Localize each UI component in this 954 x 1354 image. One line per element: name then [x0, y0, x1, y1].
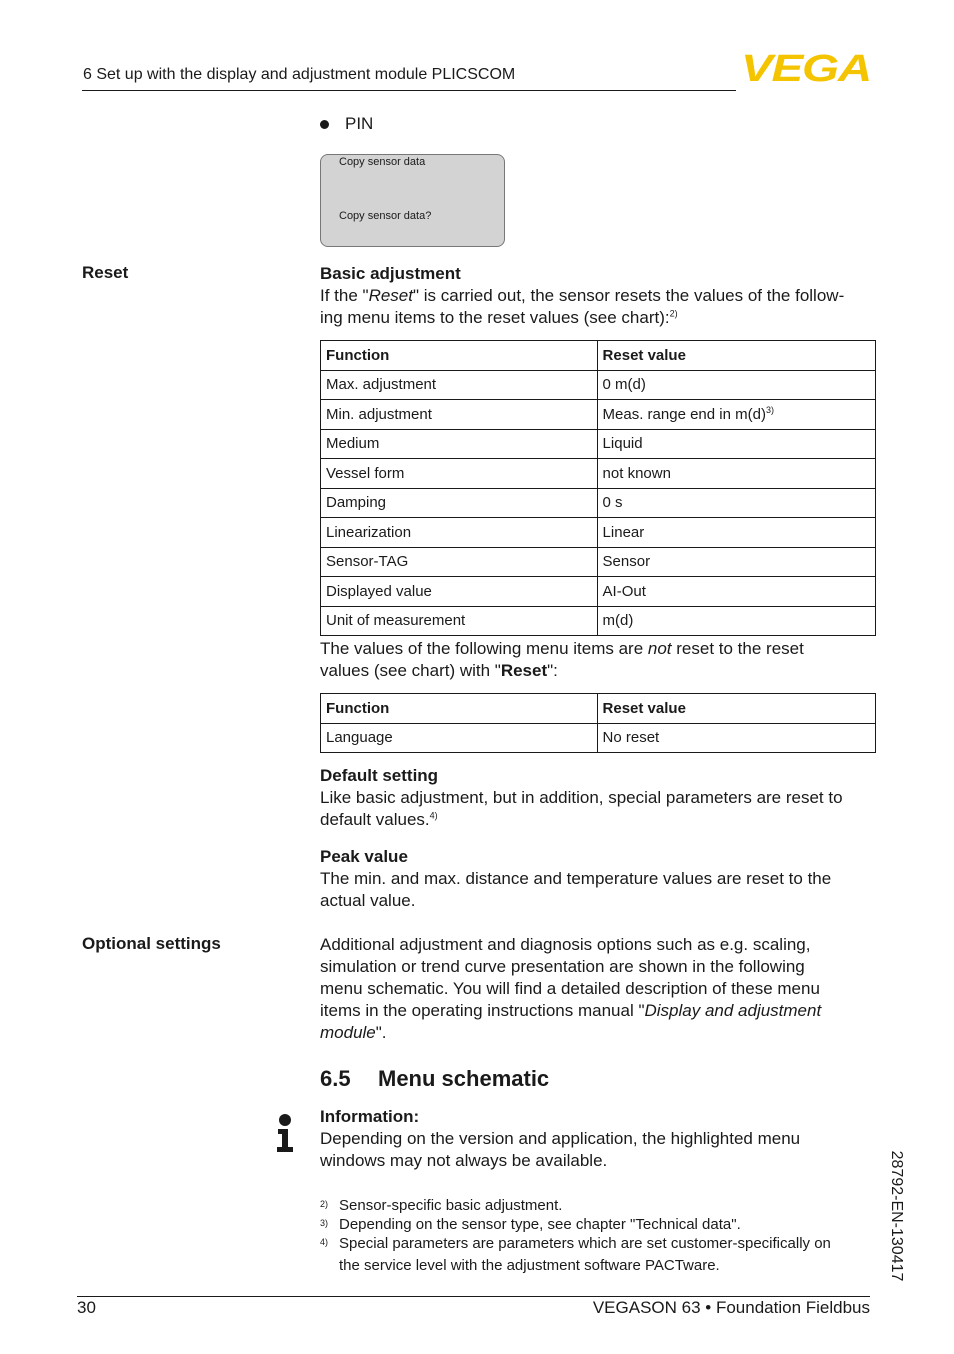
footer-divider [77, 1296, 870, 1297]
reset-value-cell: 0 m(d) [597, 370, 875, 400]
table-row [321, 400, 876, 430]
peak-value-heading: Peak value [320, 847, 408, 866]
bullet-dot-icon [320, 120, 329, 129]
document-code-vertical: 28792-EN-130417 [888, 1150, 905, 1282]
header-divider [82, 90, 736, 91]
reset-values-table [320, 340, 876, 636]
vega-logo [741, 50, 873, 84]
page-number: 30 [77, 1298, 96, 1317]
optional-settings-paragraph: Additional adjustment and diagnosis options such as e.g. scaling, simulation or trend curve presentation are shown in the following menu schematic. You will find a detailed description of these menu items in the operating instructions manual "Display and adjustment module". [320, 935, 822, 1042]
information-heading: Information: [320, 1107, 420, 1126]
table-row [321, 723, 876, 753]
table-header-cell: Reset value [597, 694, 875, 724]
table-header-cell: Reset value [597, 341, 875, 371]
not-reset-paragraph: The values of the following menu items are not reset to the reset values (see chart) with "Reset": [320, 639, 804, 680]
function-cell: Unit of measurement [321, 606, 598, 636]
basic-adjustment-intro-line2: ing menu items to the reset values (see chart):$^{2)}$ [320, 308, 678, 327]
pin-bullet-item [320, 114, 373, 134]
information-icon [274, 1113, 296, 1153]
peak-value-block: Peak value The min. and max. distance and temperature values are reset to the actual value. [320, 846, 880, 912]
table-row [321, 547, 876, 577]
basic-adjustment-block [320, 263, 880, 329]
section-title: Menu schematic [378, 1066, 550, 1091]
function-cell: Max. adjustment [321, 370, 598, 400]
table-row [321, 518, 876, 548]
reset-value-cell: m(d) [597, 606, 875, 636]
reset-value-cell: No reset [597, 723, 875, 753]
reset-value-cell: AI-Out [597, 577, 875, 607]
reset-value-cell: Sensor [597, 547, 875, 577]
optional-settings-side-label: Optional settings [82, 934, 221, 953]
table-row [321, 459, 876, 489]
table-header-row [321, 694, 876, 724]
table-header-row [321, 341, 876, 371]
reset-value-cell: 0 s [597, 488, 875, 518]
table-row [321, 577, 876, 607]
basic-adjustment-intro-line1: If the "Reset" is carried out, the sensor resets the values of the follow- [320, 286, 845, 305]
logo-text: VEGA [741, 50, 871, 84]
section-number: 6.5 [320, 1066, 351, 1091]
default-setting-heading: Default setting [320, 766, 439, 785]
function-cell: Sensor-TAG [321, 547, 598, 577]
basic-adjustment-heading: Basic adjustment [320, 264, 461, 283]
footnote-ref-4: 4) [429, 810, 438, 821]
information-block: Information: Depending on the version and application, the highlighted menu windows may not always be available. [320, 1106, 880, 1172]
reset-side-label: Reset [82, 263, 129, 282]
function-cell: Displayed value [321, 577, 598, 607]
reset-value-cell: Meas. range end in $m(d)^{3)}$ [597, 400, 875, 430]
footnote-ref-2: 2) [669, 308, 678, 319]
not-reset-table [320, 693, 876, 753]
reset-value-cell: Liquid [597, 429, 875, 459]
function-cell: Vessel form [321, 459, 598, 489]
table-header-cell: Function [321, 694, 598, 724]
table-row [321, 370, 876, 400]
function-cell: Linearization [321, 518, 598, 548]
reset-value-cell: Linear [597, 518, 875, 548]
function-cell: Damping [321, 488, 598, 518]
default-setting-block: Default setting Like basic adjustment, but in addition, special parameters are reset to default values.$^{4)}$ [320, 765, 880, 831]
header-chapter-title: 6 Set up with the display and adjustment module PLICSCOM [83, 66, 516, 83]
function-cell: Medium [321, 429, 598, 459]
pin-label: PIN [345, 114, 374, 133]
reset-value-cell: not known [597, 459, 875, 489]
table-row [321, 429, 876, 459]
table-header-cell: Function [321, 341, 598, 371]
table-row [321, 488, 876, 518]
footer-product-name: VEGASON 63 • Foundation Fieldbus [592, 1298, 870, 1317]
function-cell: Min. adjustment [321, 400, 598, 430]
footnote-ref: 3) [765, 404, 774, 415]
display-module-screen [320, 154, 505, 247]
table-row [321, 606, 876, 636]
display-line-1: Copy sensor data [339, 156, 426, 168]
section-heading [320, 1066, 549, 1092]
function-cell: Language [321, 723, 598, 753]
display-line-2: Copy sensor data? [339, 210, 432, 222]
